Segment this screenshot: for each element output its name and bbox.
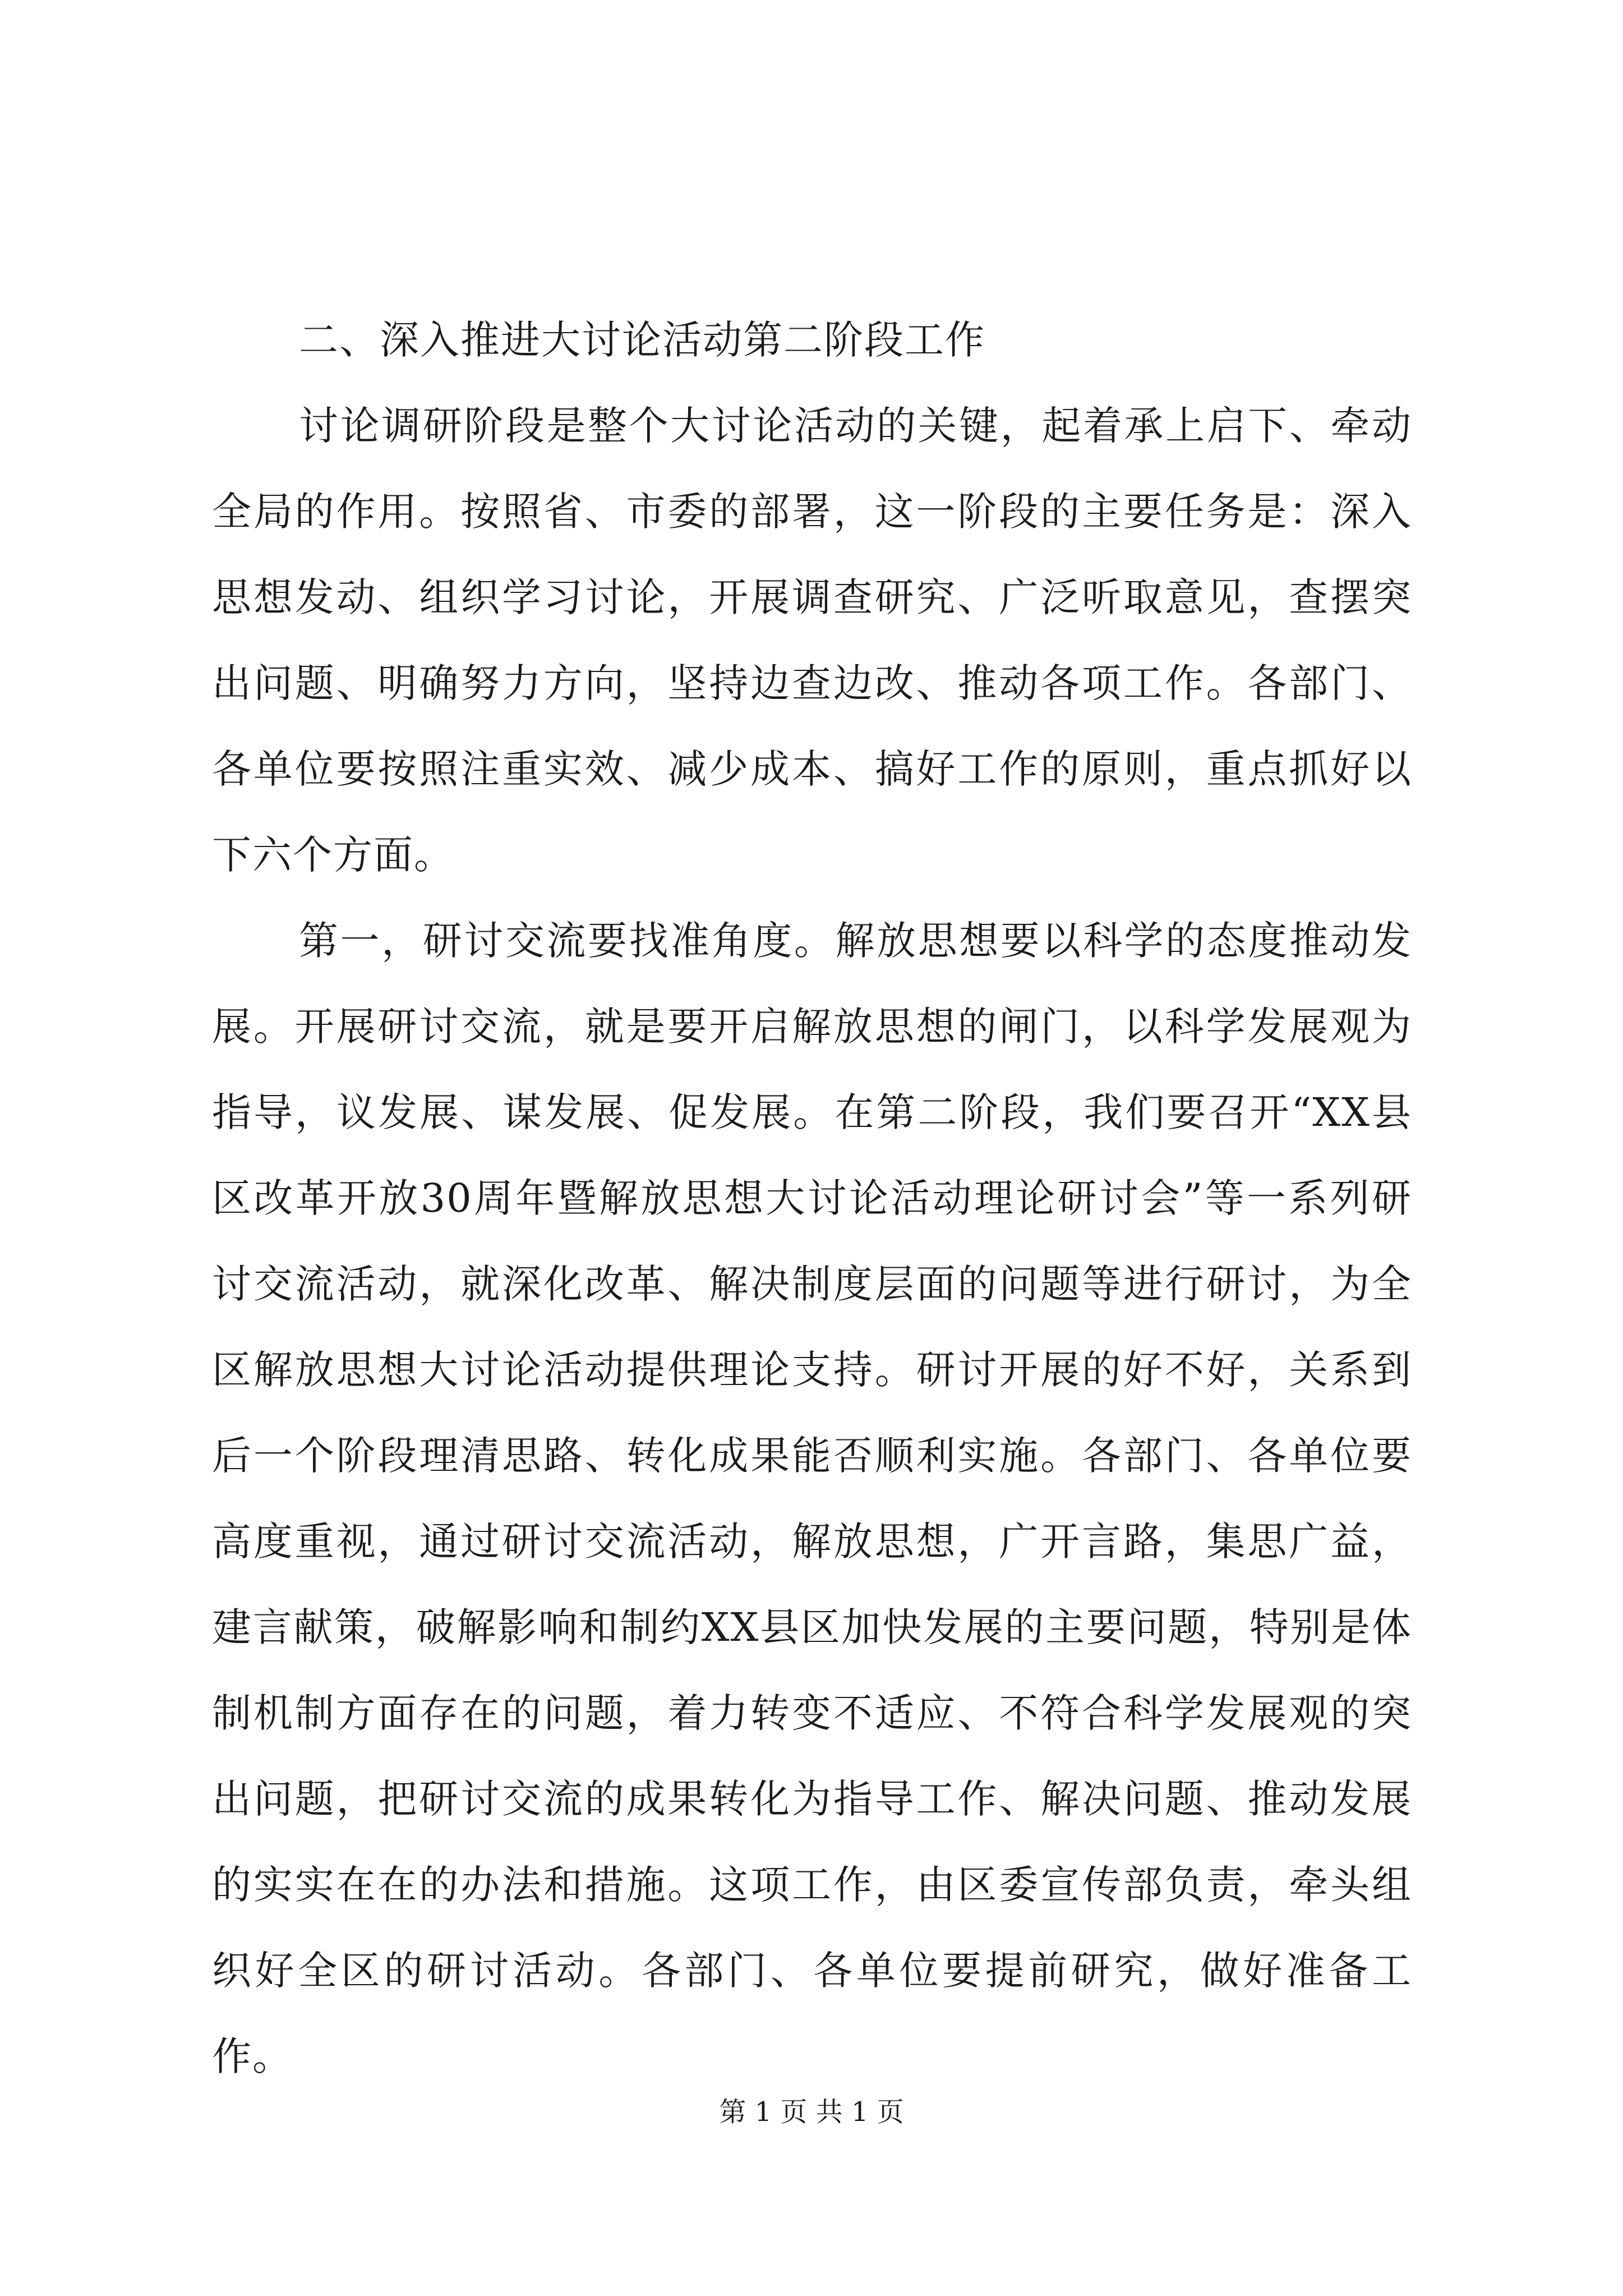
document-body [212, 297, 1412, 2100]
paragraph-1: 讨论调研阶段是整个大讨论活动的关键，起着承上启下、牵动全局的作用。按照省、市委的部署，这一阶段的主要任务是：深入思想发动、组织学习讨论，开展调查研究、广泛听取意见，查摆突出问题、明确努力方向，坚持边查边改、推动各项工作。各部门、各单位要按照注重实效、减少成本、搞好工作的原则，重点抓好以下六个方面。 [212, 403, 1412, 878]
page-footer: 第 1 页 共 1 页 [719, 2096, 904, 2128]
section-heading: 二、深入推进大讨论活动第二阶段工作 [299, 317, 985, 363]
paragraph-2: 第一，研讨交流要找准角度。解放思想要以科学的态度推动发展。开展研讨交流，就是要开启解放思想的闸门，以科学发展观为指导，议发展、谋发展、促发展。在第二阶段，我们要召开“XX县区改革开放30周年暨解放思想大讨论活动理论研讨会”等一系列研讨交流活动，就深化改革、解决制度层面的问题等进行研讨，为全区解放思想大讨论活动提供理论支持。研讨开展的好不好，关系到后一个阶段理清思路、转化成果能否顺利实施。各部门、各单位要高度重视，通过研讨交流活动，解放思想，广开言路，集思广益，建言献策，破解影响和制约XX县区加快发展的主要问题，特别是体制机制方面存在的问题，着力转变不适应、不符合科学发展观的突出问题，把研讨交流的成果转化为指导工作、解决问题、推动发展的实实在在的办法和措施。这项工作，由区委宣传部负责，牵头组织好全区的研讨活动。各部门、各单位要提前研究，做好准备工作。 [212, 918, 1412, 2079]
